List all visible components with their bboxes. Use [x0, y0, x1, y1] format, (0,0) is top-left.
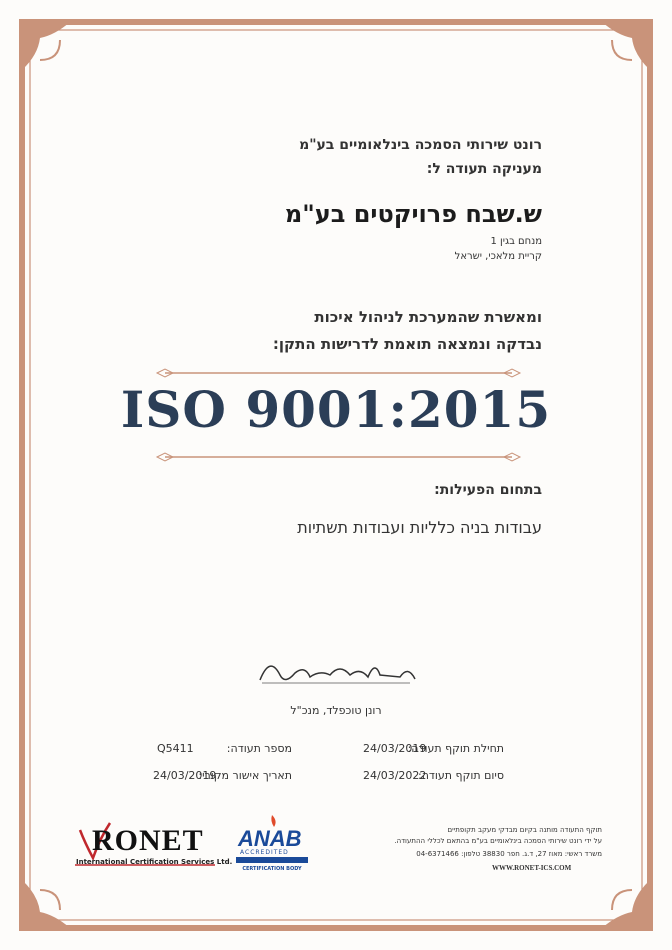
- signer-name: רונן טוכפלד, מנכ"ל: [290, 704, 382, 717]
- validity-note-line-1: תוקף התעודה מותנה בקיום מבדקי מעקב תקופתיים: [447, 826, 602, 834]
- end-date-label: סיום תוקף תעודה:: [418, 769, 504, 782]
- standard-title: ISO 9001:2015: [120, 380, 552, 439]
- issuer-name: רונט שירותי הסמכה בינלאומיים בע"מ: [299, 137, 542, 153]
- ronet-subtitle: International Certification Services Ltd.: [76, 858, 233, 866]
- ronet-wordmark: RONET: [92, 824, 204, 857]
- validity-note-line-2: על ידי רונט שירותי הסמכה בינלאומיים בע"מ בהתאם לכללי ההתעודה.: [394, 837, 602, 845]
- cert-number-value: Q5411: [157, 742, 194, 755]
- scope-label: בתחום הפעילות:: [434, 482, 542, 498]
- scope-text: עבודות בניה כלליות ועבודות תשתיות: [297, 518, 542, 537]
- cert-number-label: מספר תעודה:: [226, 742, 292, 755]
- anab-line-1: MANAGEMENT SYSTEMS: [237, 859, 307, 865]
- address-line-2: קריית מלאכי, ישראל: [454, 251, 542, 262]
- address-line-1: מנחם בגין 1: [490, 236, 542, 247]
- statement-line-2: נבדקה ונמצאה תואמת לדרישות התקן:: [272, 335, 542, 353]
- signature-image: [250, 645, 430, 695]
- start-date-value: 24/03/2019: [363, 742, 427, 755]
- original-date-value: 24/03/2019: [153, 769, 217, 782]
- original-date-label: תאריך אישור מקורי:: [198, 769, 292, 782]
- start-date-label: תחילת תוקף תעודה:: [407, 742, 504, 755]
- anab-accredited: ACCREDITED: [240, 849, 289, 856]
- company-name: ש.שבח פרויקטים בע"מ: [284, 200, 542, 228]
- end-date-value: 24/03/2022: [363, 769, 427, 782]
- website-link[interactable]: WWW.RONET-ICS.COM: [492, 864, 572, 872]
- office-address: משרד ראשי: מאוז 27, ד.ג. חפר 38830 טלפון: 04-6371466: [416, 850, 602, 858]
- issues-to-label: מעניקה תעודה ל:: [426, 161, 542, 177]
- anab-line-2: CERTIFICATION BODY: [242, 866, 302, 872]
- anab-wordmark: ANAB: [238, 826, 302, 851]
- statement-line-1: ומאשרת שהמערכת לניהול איכות: [314, 308, 542, 326]
